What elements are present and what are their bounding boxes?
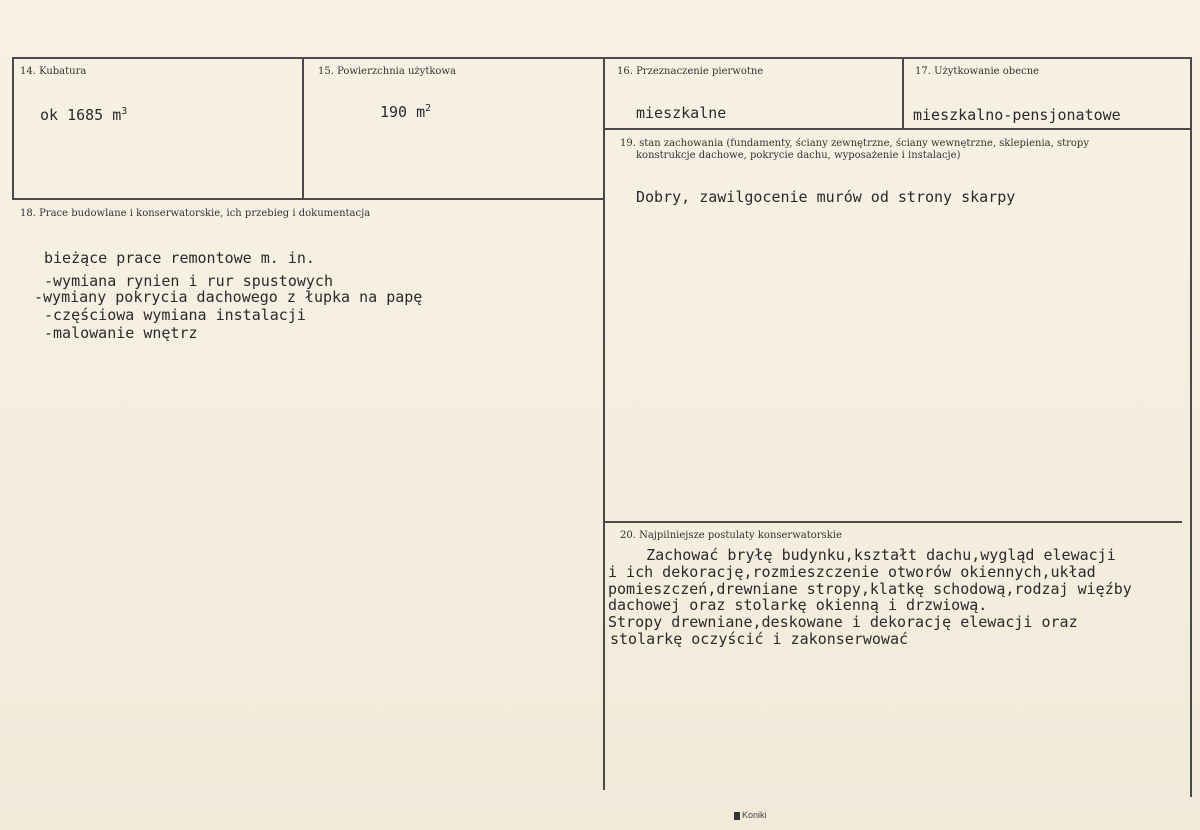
przeznaczenie-value: mieszkalne — [636, 104, 727, 122]
rule-above-20 — [604, 521, 1182, 523]
postulaty-line-6: stolarkę oczyścić i zakonserwować — [610, 630, 909, 648]
prace-line-5: -malowanie wnętrz — [44, 324, 198, 342]
prace-line-3: -wymiany pokrycia dachowego z łupka na papę — [34, 288, 423, 306]
vrule-left — [12, 57, 14, 200]
kubatura-unit-sup: 3 — [121, 106, 128, 117]
powierzchnia-value — [380, 103, 431, 121]
vrule-center — [603, 57, 605, 790]
powierzchnia-label: 15. Powierzchnia użytkowa — [318, 66, 456, 77]
kubatura-value — [40, 106, 127, 124]
prace-line-1: bieżące prace remontowe m. in. — [44, 249, 315, 267]
top-rule — [12, 57, 1192, 59]
prace-line-4: -częściowa wymiana instalacji — [44, 306, 306, 324]
footer-brand-text: Koniki — [742, 810, 767, 820]
stan-value: Dobry, zawilgocenie murów od strony skarpy — [636, 188, 1016, 206]
vrule-16-17 — [902, 57, 904, 130]
postulaty-line-4: dachowej oraz stolarkę okienną i drzwiową. — [608, 596, 988, 614]
vrule-14-15 — [302, 57, 304, 200]
uzytkowanie-label: 17. Użytkowanie obecne — [915, 66, 1040, 77]
powierzchnia-unit-sup: 2 — [425, 103, 432, 114]
footer-brand — [734, 810, 767, 820]
rule-above-18 — [12, 198, 604, 200]
kubatura-label: 14. Kubatura — [20, 66, 87, 77]
kubatura-number: ok 1685 m — [40, 106, 122, 124]
postulaty-line-1: Zachować bryłę budynku,kształt dachu,wygląd elewacji — [610, 546, 1116, 564]
stan-label-line2: konstrukcje dachowe, pokrycie dachu, wyposażenie i instalacje) — [636, 150, 961, 161]
postulaty-label: 20. Najpilniejsze postulaty konserwatorskie — [620, 530, 842, 541]
prace-line-2: -wymiana rynien i rur spustowych — [44, 272, 333, 290]
postulaty-line-3: pomieszczeń,drewniane stropy,klatkę schodową,rodzaj więźby — [608, 580, 1132, 598]
postulaty-line-5: Stropy drewniane,deskowane i dekorację elewacji oraz — [608, 613, 1078, 631]
postulaty-line-2: i ich dekorację,rozmieszczenie otworów okiennych,układ — [608, 563, 1096, 581]
prace-label: 18. Prace budowlane i konserwatorskie, ich przebieg i dokumentacja — [20, 208, 371, 219]
vrule-right — [1190, 57, 1192, 797]
powierzchnia-number: 190 m — [380, 103, 426, 121]
stan-label-line1: 19. stan zachowania (fundamenty, ściany zewnętrzne, ściany wewnętrzne, sklepienia, stropy — [620, 138, 1089, 149]
przeznaczenie-label: 16. Przeznaczenie pierwotne — [617, 66, 764, 77]
uzytkowanie-value: mieszkalno-pensjonatowe — [913, 106, 1121, 124]
brand-mark-icon — [734, 812, 740, 820]
rule-under-16-17 — [604, 128, 1192, 130]
